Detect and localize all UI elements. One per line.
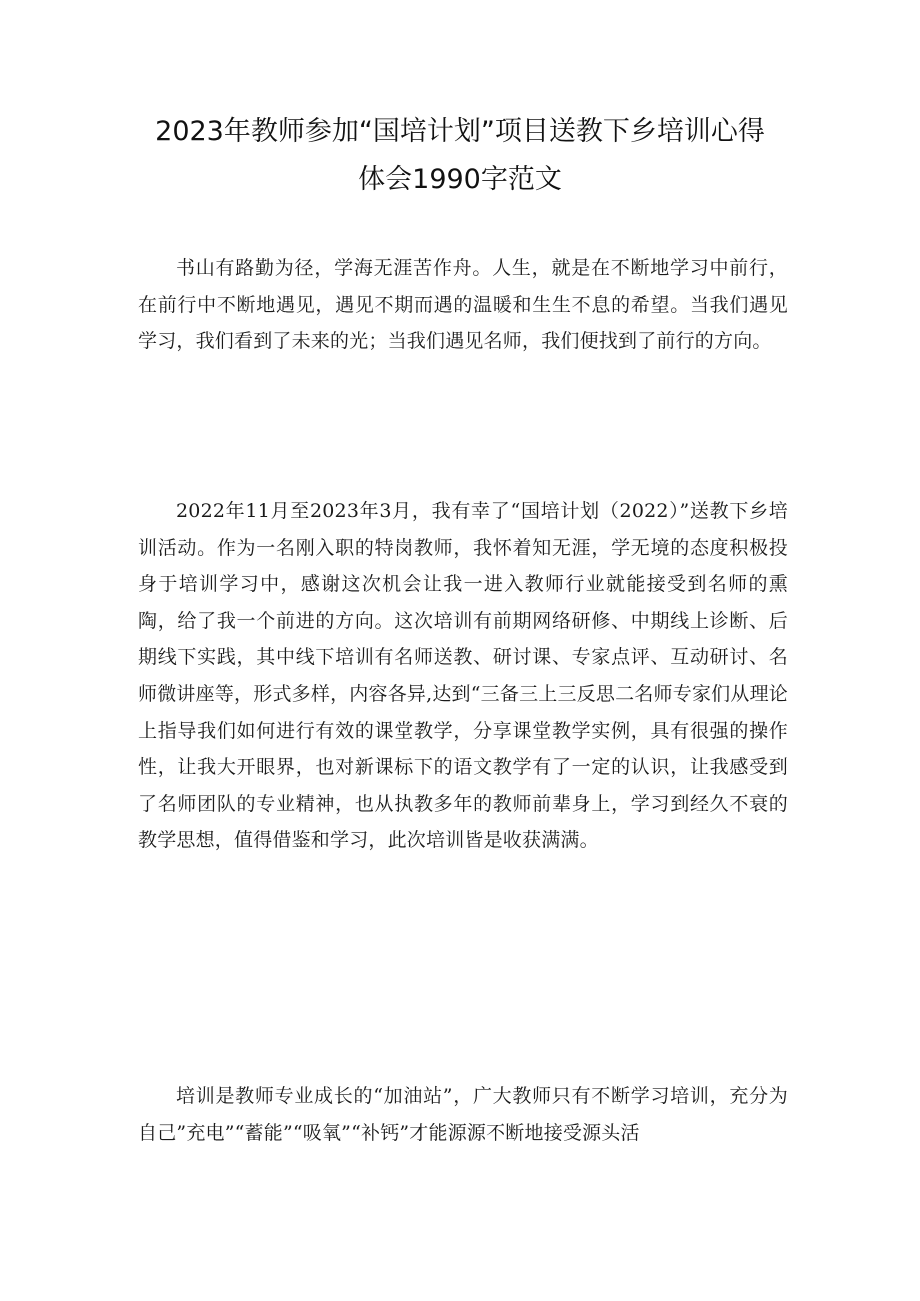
paragraph-intro: 书山有路勤为径，学海无涯苦作舟。人生，就是在不断地学习中前行，在前行中不断地遇见，遇见不期而遇的温暖和生生不息的希望。当我们遇见学习，我们看到了未来的光；当我们遇见名师，我们便找到了前行的方向。 — [138, 257, 788, 353]
document-title-line-1: 2023年教师参加“国培计划”项目送教下乡培训心得 — [155, 116, 765, 147]
paragraph-training-importance: 培训是教师专业成长的“加油站”，广大教师只有不断学习培训，充分为自己”充电”“蓄能”“吸氧”“补钙”才能源源不断地接受源头活 — [138, 1085, 788, 1144]
document-title-line-2: 体会1990字范文 — [358, 164, 562, 195]
paragraph-training-experience: 2022年11月至2023年3月，我有幸了“国培计划（2022）”送教下乡培训活动。作为一名刚入职的特岗教师，我怀着知无涯，学无境的态度积极投身于培训学习中，感谢这次机会让我一进入教师行业就能接受到名师的熏陶，给了我一个前进的方向。这次培训有前期网络研修、中期线上诊断、后期线下实践，其中线下培训有名师送教、研讨课、专家点评、互动研讨、名师微讲座等，形式多样，内容各异,达到“三备三上三反思二名师专家们从理论上指导我们如何进行有效的课堂教学，分享课堂教学实例，具有很强的操作性，让我大开眼界，也对新课标下的语文教学有了一定的认识，让我感受到了名师团队的专业精神，也从执教多年的教师前辈身上，学习到经久不衰的教学思想，值得借鉴和学习，此次培训皆是收获满满。 — [138, 500, 788, 852]
